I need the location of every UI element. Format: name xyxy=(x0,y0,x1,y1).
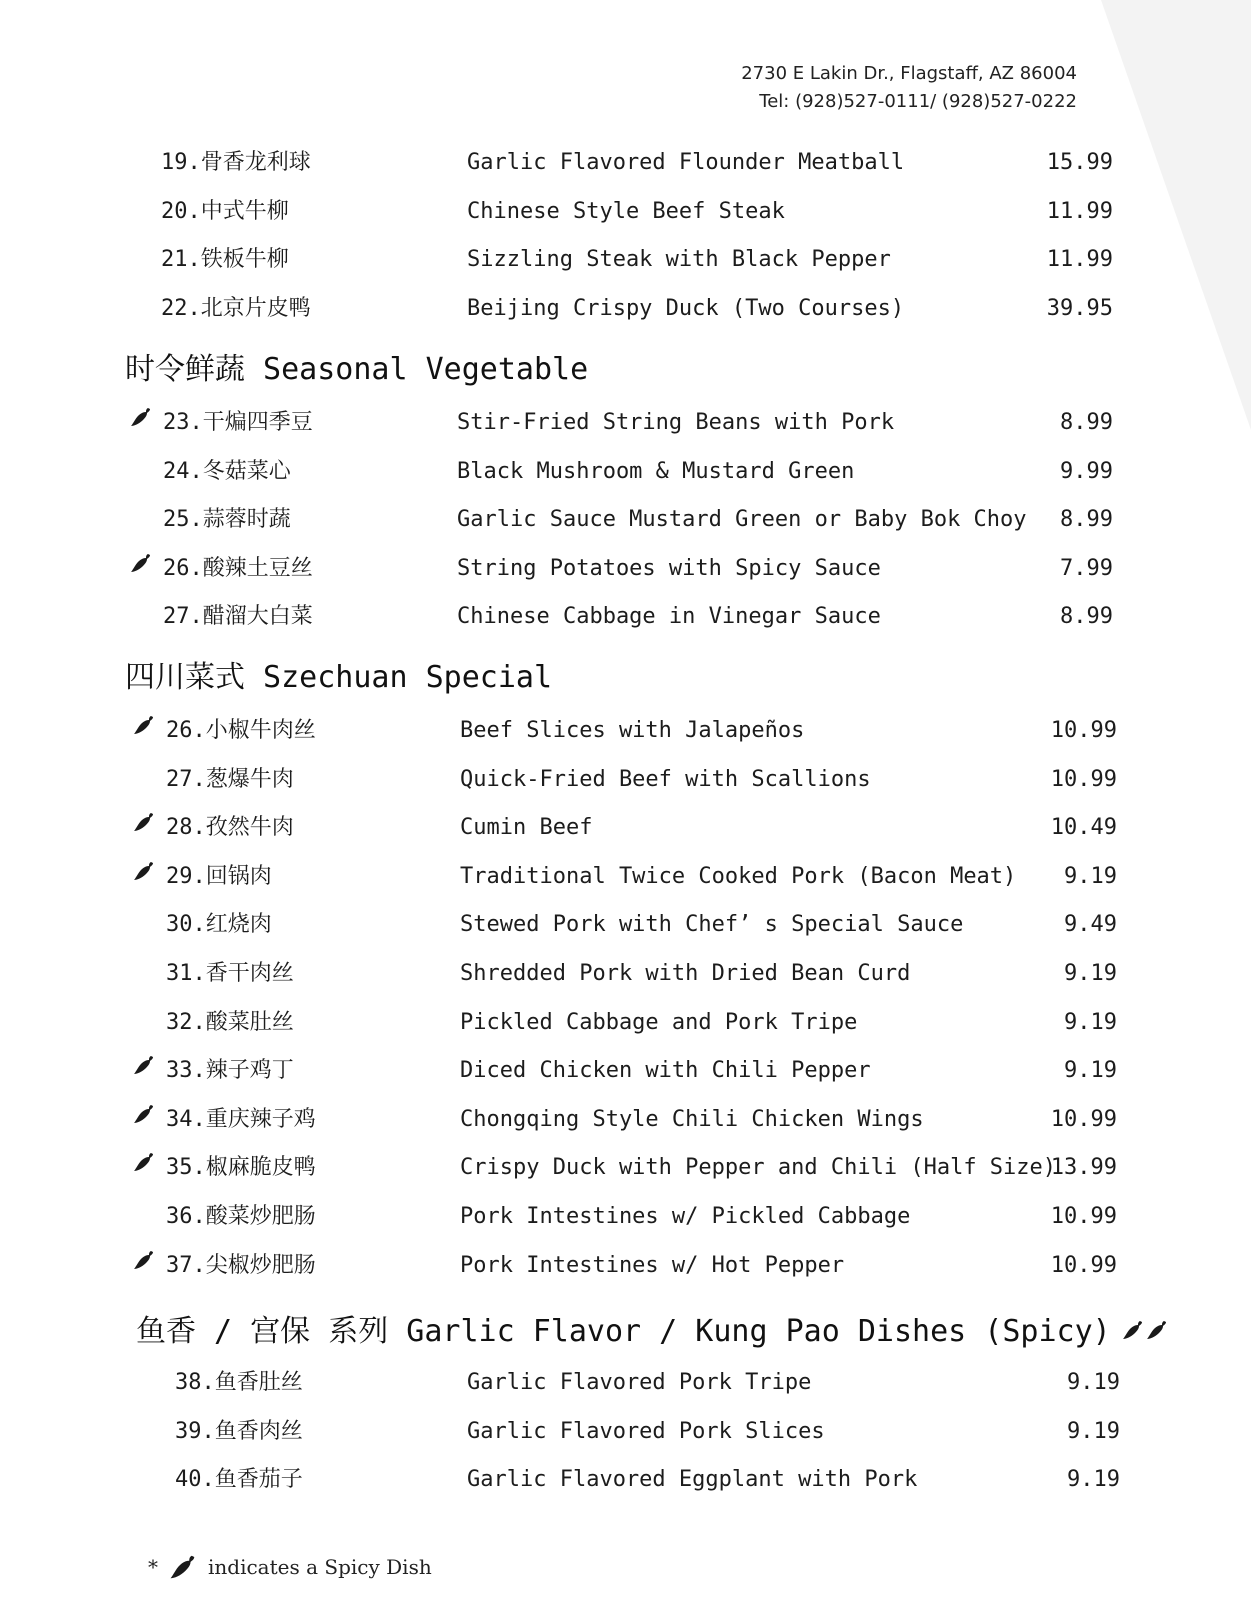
menu-item xyxy=(0,1242,1251,1290)
item-name-chinese: 干煸四季豆 xyxy=(202,410,313,435)
item-name-chinese: 回锅肉 xyxy=(205,863,272,889)
item-name-chinese: 酸辣土豆丝 xyxy=(202,555,313,581)
item-name-chinese: 蒜蓉时蔬 xyxy=(202,507,291,533)
item-name-chinese: 鱼香茄子 xyxy=(214,1467,303,1493)
item-number: 39. xyxy=(175,1418,215,1444)
item-number-name xyxy=(163,496,291,544)
item-number-name xyxy=(163,593,313,641)
menu-item xyxy=(0,593,1251,641)
item-number: 33. xyxy=(166,1058,206,1084)
chili-pepper-icon xyxy=(129,399,153,423)
item-name-english: Beef Slices with Jalapeños xyxy=(460,718,805,743)
item-price: 10.49 xyxy=(1050,815,1117,841)
section-title-text: 四川菜式 Szechuan Special xyxy=(125,660,553,695)
item-name-english: Diced Chicken with Chili Pepper xyxy=(460,1058,871,1084)
item-name-chinese: 孜然牛肉 xyxy=(205,815,294,841)
item-number-name xyxy=(175,1456,303,1504)
item-number: 36. xyxy=(166,1204,206,1229)
item-name-chinese: 冬菇菜心 xyxy=(202,458,291,484)
item-name-english: Chinese Cabbage in Vinegar Sauce xyxy=(457,604,881,630)
item-name-english: Garlic Flavored Pork Tripe xyxy=(467,1370,812,1395)
item-price: 7.99 xyxy=(1060,555,1113,581)
menu-item xyxy=(0,853,1251,901)
item-number: 27. xyxy=(166,766,206,792)
item-name-chinese: 红烧肉 xyxy=(205,912,272,938)
item-number-name xyxy=(166,1242,316,1290)
item-number-name xyxy=(166,1096,316,1144)
item-price: 11.99 xyxy=(1046,247,1113,273)
item-price: 10.99 xyxy=(1050,718,1117,743)
item-number: 26. xyxy=(166,718,206,743)
item-name-english: Pork Intestines w/ Hot Pepper xyxy=(460,1252,845,1278)
item-number: 31. xyxy=(166,961,206,986)
item-name-english: Sizzling Steak with Black Pepper xyxy=(467,247,891,273)
item-name-chinese: 铁板牛柳 xyxy=(200,247,289,273)
item-number: 40. xyxy=(175,1467,215,1493)
menu-item xyxy=(0,236,1251,284)
chili-pepper-icon xyxy=(168,1552,198,1582)
item-price: 9.19 xyxy=(1067,1418,1120,1444)
item-number: 35. xyxy=(166,1155,206,1181)
menu-item xyxy=(0,804,1251,852)
item-name-chinese: 北京片皮鸭 xyxy=(200,295,311,321)
section-title-text: 鱼香 / 宫保 系列 Garlic Flavor / Kung Pao Dishes (Spicy) xyxy=(136,1314,1111,1349)
menu-item xyxy=(0,545,1251,593)
item-price: 10.99 xyxy=(1050,766,1117,792)
item-number-name xyxy=(166,1193,316,1241)
item-number: 21. xyxy=(161,247,201,273)
menu-item xyxy=(0,139,1251,187)
spicy-legend xyxy=(148,1552,432,1582)
menu-item xyxy=(0,496,1251,544)
address: 2730 E Lakin Dr., Flagstaff, AZ 86004 xyxy=(741,63,1077,84)
item-name-chinese: 小椒牛肉丝 xyxy=(205,718,316,743)
section-title xyxy=(125,344,588,388)
menu-item xyxy=(0,448,1251,496)
item-name-english: Cumin Beef xyxy=(460,815,593,841)
menu-item xyxy=(0,950,1251,998)
item-number: 32. xyxy=(166,1009,206,1035)
item-number: 23. xyxy=(163,410,203,435)
item-number-name xyxy=(163,448,291,496)
item-number: 30. xyxy=(166,912,206,938)
item-number: 26. xyxy=(163,555,203,581)
item-number-name xyxy=(166,901,272,949)
item-number: 28. xyxy=(166,815,206,841)
item-name-english: Stir-Fried String Beans with Pork xyxy=(457,410,895,435)
item-name-english: Garlic Flavored Flounder Meatball xyxy=(467,150,905,175)
item-price: 13.99 xyxy=(1050,1155,1117,1181)
chili-pepper-icon xyxy=(132,707,156,731)
item-number: 25. xyxy=(163,507,203,533)
item-price: 9.19 xyxy=(1067,1370,1120,1395)
item-name-english: Garlic Flavored Eggplant with Pork xyxy=(467,1467,918,1493)
item-name-english: Chinese Style Beef Steak xyxy=(467,198,785,224)
item-name-chinese: 醋溜大白菜 xyxy=(202,604,313,630)
item-name-chinese: 辣子鸡丁 xyxy=(205,1058,294,1084)
menu-item xyxy=(0,1359,1251,1407)
item-name-english: Crispy Duck with Pepper and Chili (Half Size) xyxy=(460,1155,1057,1181)
chili-pepper-icon xyxy=(1121,1315,1145,1350)
item-price: 9.99 xyxy=(1060,458,1113,484)
item-name-english: Quick-Fried Beef with Scallions xyxy=(460,766,871,792)
item-number-name xyxy=(166,853,272,901)
item-number-name xyxy=(161,139,311,187)
menu-item xyxy=(0,901,1251,949)
legend-asterisk: * xyxy=(148,1555,158,1579)
chili-pepper-icon xyxy=(132,1047,156,1071)
item-name-english: Black Mushroom & Mustard Green xyxy=(457,458,855,484)
item-name-chinese: 重庆辣子鸡 xyxy=(205,1106,316,1132)
item-price: 9.19 xyxy=(1064,1058,1117,1084)
item-number: 27. xyxy=(163,604,203,630)
item-price: 8.99 xyxy=(1060,410,1113,435)
item-name-english: Pickled Cabbage and Pork Tripe xyxy=(460,1009,858,1035)
menu-item xyxy=(0,1144,1251,1192)
item-number: 34. xyxy=(166,1106,206,1132)
item-number-name xyxy=(175,1408,303,1456)
legend-text: indicates a Spicy Dish xyxy=(208,1555,432,1579)
menu-item xyxy=(0,1193,1251,1241)
item-number: 29. xyxy=(166,863,206,889)
menu-item xyxy=(0,1047,1251,1095)
item-name-chinese: 鱼香肉丝 xyxy=(214,1418,303,1444)
item-name-english: Garlic Sauce Mustard Green or Baby Bok Choy xyxy=(457,507,1027,533)
item-number-name xyxy=(163,545,313,593)
chili-pepper-icon xyxy=(132,1144,156,1168)
item-number: 20. xyxy=(161,198,201,224)
item-number: 22. xyxy=(161,295,201,321)
item-price: 8.99 xyxy=(1060,604,1113,630)
item-price: 9.19 xyxy=(1067,1467,1120,1493)
item-name-english: Stewed Pork with Chef’ s Special Sauce xyxy=(460,912,964,938)
item-number: 24. xyxy=(163,458,203,484)
section-title-text: 时令鲜蔬 Seasonal Vegetable xyxy=(125,352,589,387)
item-number-name xyxy=(166,707,316,755)
item-name-chinese: 酸菜炒肥肠 xyxy=(205,1204,316,1229)
item-price: 15.99 xyxy=(1046,150,1113,175)
item-number-name xyxy=(166,999,294,1047)
item-price: 10.99 xyxy=(1050,1106,1117,1132)
chili-pepper-icon xyxy=(129,545,153,569)
item-name-english: Garlic Flavored Pork Slices xyxy=(467,1418,825,1444)
chili-pepper-icon xyxy=(132,804,156,828)
menu-item xyxy=(0,1456,1251,1504)
item-number-name xyxy=(175,1359,303,1407)
item-price: 9.49 xyxy=(1064,912,1117,938)
item-number-name xyxy=(166,804,294,852)
menu-item xyxy=(0,1408,1251,1456)
item-number: 38. xyxy=(175,1370,215,1395)
item-number: 37. xyxy=(166,1252,206,1278)
item-name-english: Pork Intestines w/ Pickled Cabbage xyxy=(460,1204,911,1229)
menu-item xyxy=(0,1096,1251,1144)
item-price: 8.99 xyxy=(1060,507,1113,533)
item-price: 10.99 xyxy=(1050,1204,1117,1229)
restaurant-contact xyxy=(741,60,1077,116)
menu-item xyxy=(0,399,1251,447)
menu-item xyxy=(0,756,1251,804)
item-number-name xyxy=(163,399,313,447)
item-number-name xyxy=(166,1047,294,1095)
menu-item xyxy=(0,999,1251,1047)
item-number-name xyxy=(161,285,311,333)
section-title xyxy=(136,1306,1169,1350)
chili-pepper-icon xyxy=(132,853,156,877)
item-name-chinese: 中式牛柳 xyxy=(200,198,289,224)
phone: Tel: (928)527-0111/ (928)527-0222 xyxy=(759,91,1077,112)
item-number: 19. xyxy=(161,150,201,175)
item-number-name xyxy=(161,188,289,236)
item-price: 11.99 xyxy=(1046,198,1113,224)
item-name-english: Shredded Pork with Dried Bean Curd xyxy=(460,961,911,986)
item-name-english: Chongqing Style Chili Chicken Wings xyxy=(460,1106,924,1132)
item-number-name xyxy=(161,236,289,284)
item-name-english: String Potatoes with Spicy Sauce xyxy=(457,555,881,581)
item-name-chinese: 尖椒炒肥肠 xyxy=(205,1252,316,1278)
item-price: 9.19 xyxy=(1064,961,1117,986)
item-number-name xyxy=(166,1144,316,1192)
chili-pepper-icon xyxy=(132,1096,156,1120)
item-price: 9.19 xyxy=(1064,863,1117,889)
item-number-name xyxy=(166,950,294,998)
menu-item xyxy=(0,188,1251,236)
item-price: 10.99 xyxy=(1050,1252,1117,1278)
item-name-english: Beijing Crispy Duck (Two Courses) xyxy=(467,295,905,321)
item-name-chinese: 香干肉丝 xyxy=(205,961,294,986)
section-title xyxy=(125,652,552,696)
item-price: 39.95 xyxy=(1046,295,1113,321)
chili-pepper-icon xyxy=(1145,1315,1169,1350)
item-price: 9.19 xyxy=(1064,1009,1117,1035)
chili-pepper-icon xyxy=(132,1242,156,1266)
item-name-chinese: 葱爆牛肉 xyxy=(205,766,294,792)
item-name-chinese: 酸菜肚丝 xyxy=(205,1009,294,1035)
item-name-chinese: 骨香龙利球 xyxy=(200,150,311,175)
menu-item xyxy=(0,285,1251,333)
item-number-name xyxy=(166,756,294,804)
item-name-chinese: 鱼香肚丝 xyxy=(214,1370,303,1395)
item-name-english: Traditional Twice Cooked Pork (Bacon Meat) xyxy=(460,863,1017,889)
menu-item xyxy=(0,707,1251,755)
item-name-chinese: 椒麻脆皮鸭 xyxy=(205,1155,316,1181)
